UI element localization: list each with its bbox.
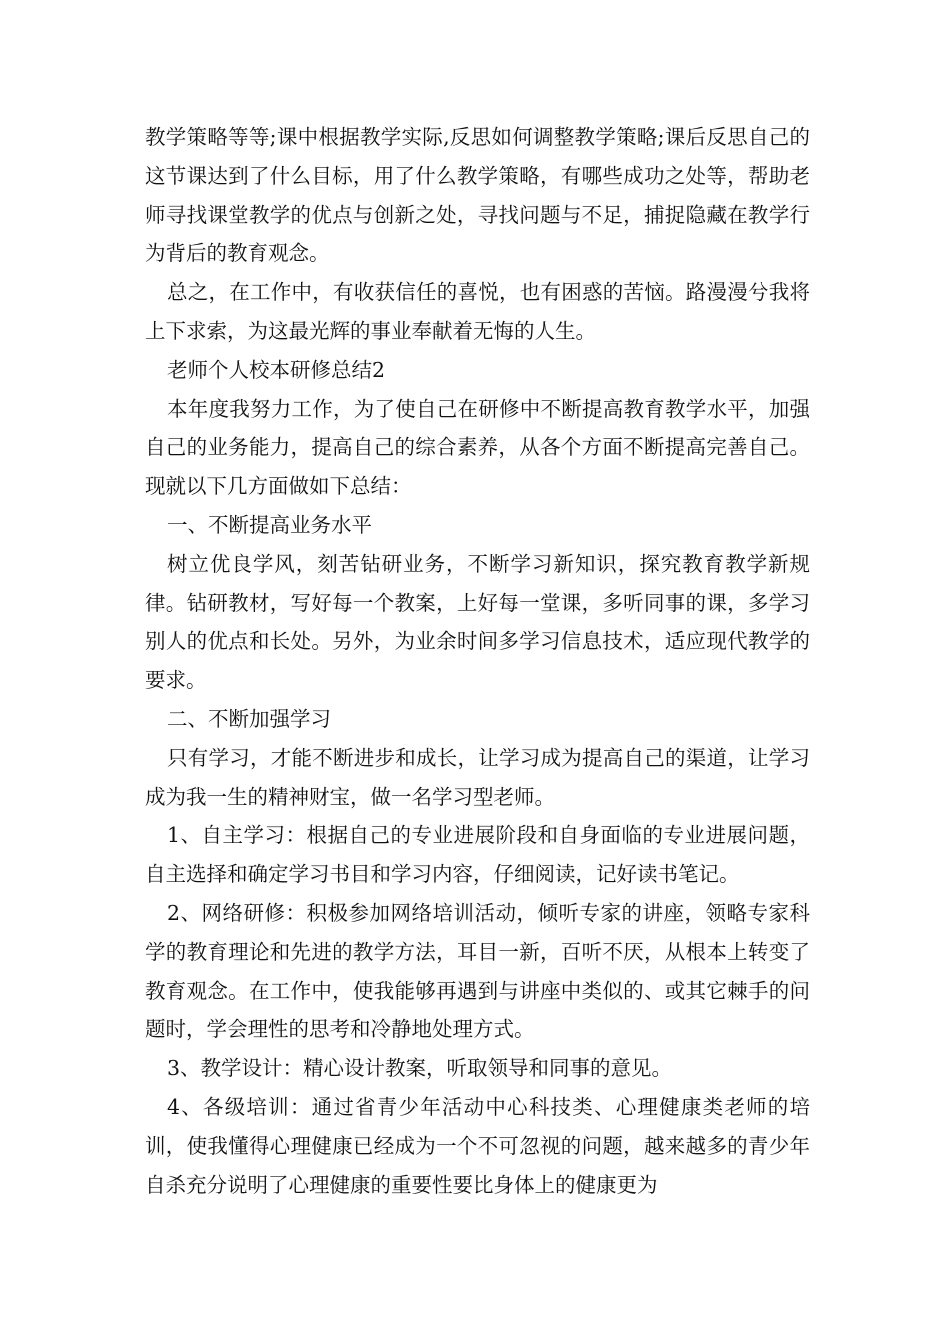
list-item-training: 4、各级培训：通过省青少年活动中心科技类、心理健康类老师的培训，使我懂得心理健康已经成为一个不可忽视的问题，越来越多的青少年自杀充分说明了心理健康的重要性要比身体上的健康更为 bbox=[145, 1094, 810, 1197]
paragraph-conclusion: 总之，在工作中，有收获信任的喜悦，也有困惑的苦恼。路漫漫兮我将上下求索，为这最光辉的事业奉献着无悔的人生。 bbox=[145, 280, 810, 343]
section-title: 老师个人校本研修总结2 bbox=[167, 357, 386, 382]
paragraph-learning: 只有学习，才能不断进步和成长，让学习成为提高自己的渠道，让学习成为我一生的精神财宝，做一名学习型老师。 bbox=[145, 745, 810, 809]
list-item-self-study: 1、自主学习：根据自己的专业进展阶段和自身面临的专业进展问题，自主选择和确定学习书目和学习内容，仔细阅读，记好读书笔记。 bbox=[145, 823, 810, 887]
section-heading-2: 二、不断加强学习 bbox=[167, 706, 331, 731]
paragraph-intro: 本年度我努力工作，为了使自己在研修中不断提高教育教学水平，加强自己的业务能力，提高自己的综合素养，从各个方面不断提高完善自己。现就以下几方面做如下总结： bbox=[145, 396, 810, 499]
list-item-teaching-design: 3、教学设计：精心设计教案，听取领导和同事的意见。 bbox=[167, 1056, 673, 1081]
list-item-online-training: 2、网络研修：积极参加网络培训活动，倾听专家的讲座，领略专家科学的教育理论和先进的教学方法，耳目一新，百听不厌，从根本上转变了教育观念。在工作中，使我能够再遇到与讲座中类似的、或其它棘手的问题时，学会理性的思考和冷静地处理方式。 bbox=[145, 900, 810, 1042]
paragraph-business-level: 树立优良学风，刻苦钻研业务，不断学习新知识，探究教育教学新规律。钻研教材，写好每一个教案，上好每一堂课，多听同事的课，多学习别人的优点和长处。另外，为业余时间多学习信息技术，适应现代教学的要求。 bbox=[145, 551, 810, 693]
paragraph-reflection-strategy: 教学策略等等;课中根据教学实际,反思如何调整教学策略;课后反思自己的这节课达到了什么目标，用了什么教学策略，有哪些成功之处等，帮助老师寻找课堂教学的优点与创新之处，寻找问题与不足，捕捉隐藏在教学行为背后的教育观念。 bbox=[145, 125, 810, 266]
document-page bbox=[145, 118, 810, 1204]
section-heading-1: 一、不断提高业务水平 bbox=[167, 512, 372, 537]
